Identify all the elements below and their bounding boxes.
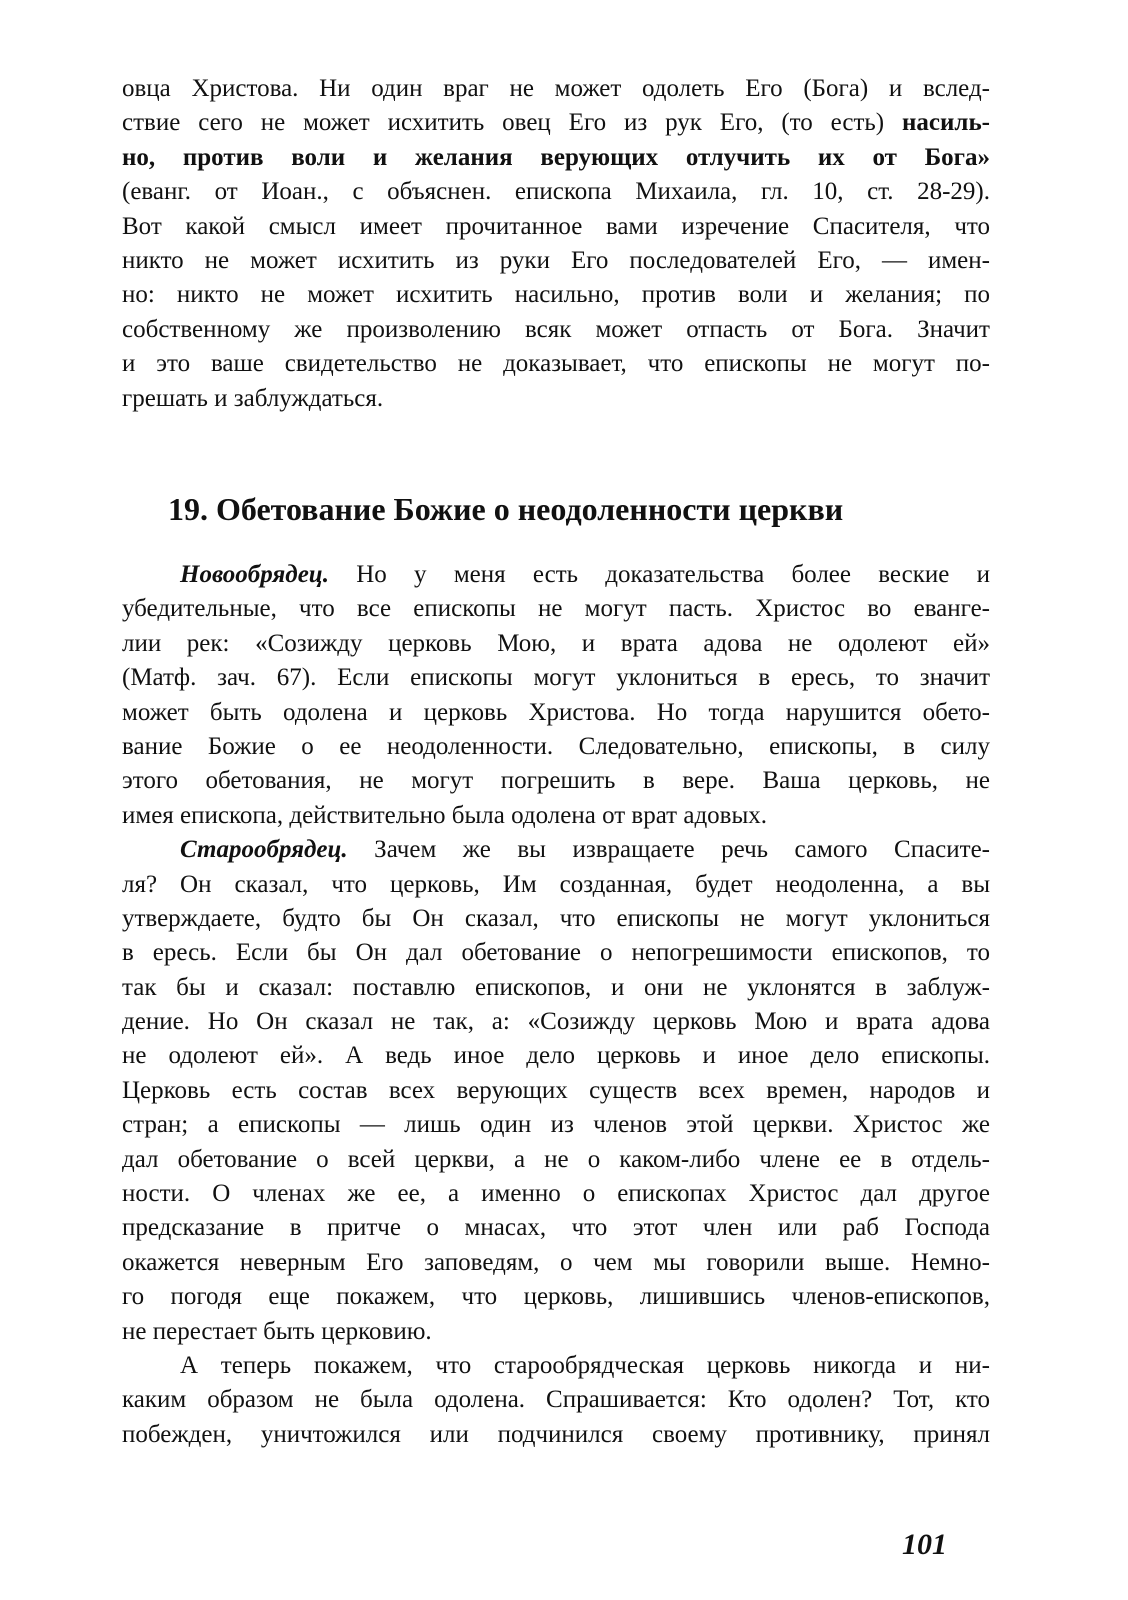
text-line: лии рек: «Созижду церковь Мою, и врата адова не одолеют ей»: [122, 629, 990, 657]
bold-text: насиль-: [902, 109, 990, 137]
text-fragment: ствие сего не может исхитить овец Его из рук Его, (то есть): [122, 109, 885, 137]
text-line: (еванг. от Иоан., с объяснен. епископа Михаила, гл. 10, ст. 28-29).: [122, 178, 990, 206]
text-line: [122, 106, 990, 140]
top-paragraph: [122, 72, 990, 416]
speaker-label: Старообрядец.: [180, 836, 348, 864]
text-line: [122, 833, 990, 867]
text-line: не одолеют ей». А ведь иное дело церковь и иное дело епископы.: [122, 1042, 990, 1070]
section-heading: 19. Обетование Божие о неодоленности церкви: [168, 491, 844, 527]
speaker-label: Новообрядец.: [180, 561, 329, 588]
text-line: овца Христова. Ни один враг не может одолеть Его (Бога) и вслед-: [122, 75, 990, 102]
paragraph-novoobryadets: [122, 558, 990, 833]
text-line: не перестает быть церковию.: [122, 1317, 432, 1345]
text-line: и это ваше свидетельство не доказывает, что епископы не могут по-: [122, 350, 990, 378]
text-line: каким образом не была одолена. Спрашивается: Кто одолен? Тот, кто: [122, 1386, 990, 1414]
dialogue-body: [122, 558, 990, 1452]
paragraph-staroobryadets: [122, 833, 990, 1349]
text-line: никто не может исхитить из руки Его последователей Его, — имен-: [122, 246, 990, 274]
text-line: окажется неверным Его заповедям, о чем мы говорили выше. Немно-: [122, 1248, 990, 1276]
text-line: (Матф. зач. 67). Если епископы могут уклониться в ересь, то значит: [122, 664, 990, 692]
bold-text-line: но, против воли и желания верующих отлучить их от Бога»: [122, 143, 990, 171]
page-number: 101: [902, 1528, 947, 1561]
text-line: предсказание в притче о мнасах, что этот член или раб Господа: [122, 1214, 990, 1242]
text-line: может быть одолена и церковь Христова. Но тогда нарушится обето-: [122, 698, 990, 726]
text-line: дал обетование о всей церкви, а не о каком-либо члене ее в отдель-: [122, 1145, 990, 1173]
text-line: [122, 558, 990, 592]
text-fragment: Зачем же вы извращаете речь самого Спасите-: [374, 836, 990, 864]
text-line: Церковь есть состав всех верующих существ всех времен, народов и: [122, 1076, 990, 1104]
text-line: ля? Он сказал, что церковь, Им созданная, будет неодоленна, а вы: [122, 870, 990, 898]
text-line: стран; а епископы — лишь один из членов этой церкви. Христос же: [122, 1111, 990, 1139]
text-line: А теперь покажем, что старообрядческая церковь никогда и ни-: [180, 1351, 990, 1379]
text-line: в ересь. Если бы Он дал обетование о непогрешимости епископов, то: [122, 939, 990, 967]
text-line: дение. Но Он сказал не так, а: «Созижду церковь Мою и врата адова: [122, 1008, 990, 1036]
text-line: этого обетования, не могут погрешить в вере. Ваша церковь, не: [122, 767, 990, 795]
text-line: побежден, уничтожился или подчинился своему противнику, принял: [122, 1420, 990, 1448]
text-line: убедительные, что все епископы не могут пасть. Христос во еванге-: [122, 595, 990, 623]
text-line: вание Божие о ее неодоленности. Следовательно, епископы, в силу: [122, 732, 990, 760]
text-line: так бы и сказал: поставлю епископов, и они не уклонятся в заблуж-: [122, 973, 990, 1001]
text-line: имея епископа, действительно была одолена от врат адовых.: [122, 801, 768, 829]
text-line: собственному же произволению всяк может отпасть от Бога. Значит: [122, 315, 990, 343]
text-line: грешать и заблуждаться.: [122, 384, 384, 412]
text-line: но: никто не может исхитить насильно, против воли и желания; по: [122, 281, 990, 309]
text-line: го погодя еще покажем, что церковь, лишившись членов-епископов,: [122, 1283, 990, 1311]
text-line: Вот какой смысл имеет прочитанное вами изречение Спасителя, что: [122, 212, 990, 240]
paragraph-final: [122, 1349, 990, 1452]
text-line: ности. О членах же ее, а именно о епископах Христос дал другое: [122, 1180, 990, 1208]
text-line: утверждаете, будто бы Он сказал, что епископы не могут уклониться: [122, 904, 990, 932]
text-fragment: Но у меня есть доказательства более веские и: [356, 561, 990, 588]
